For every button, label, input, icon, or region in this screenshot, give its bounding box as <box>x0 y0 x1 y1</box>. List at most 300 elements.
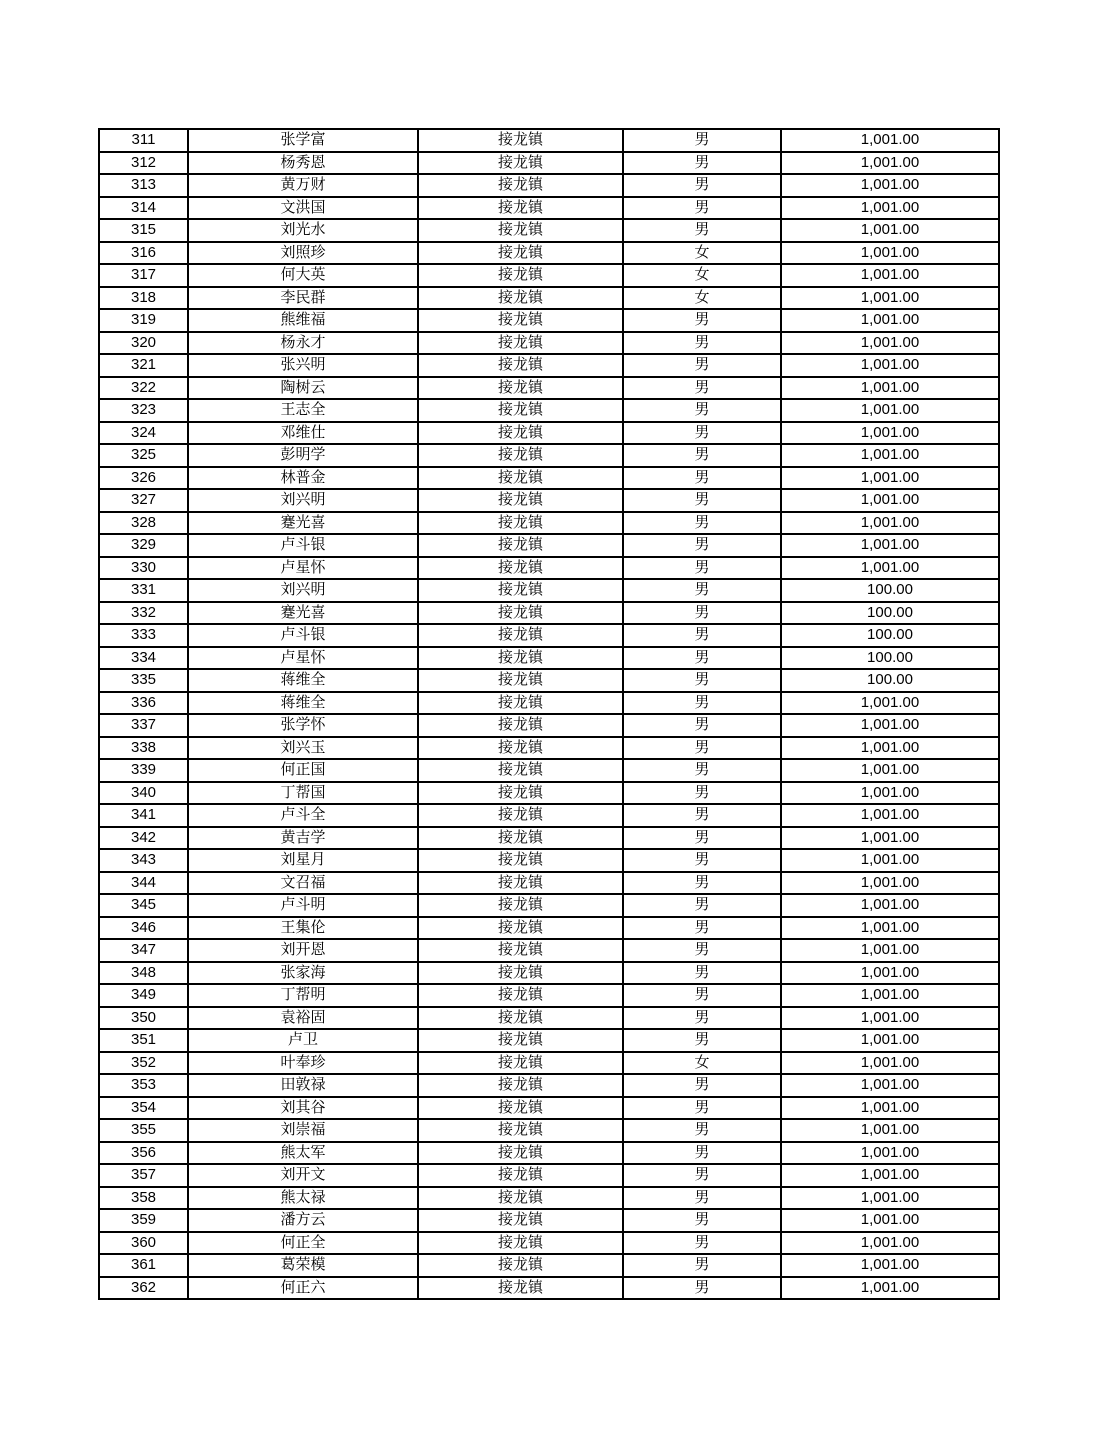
gender-cell: 男 <box>623 602 781 625</box>
town-cell: 接龙镇 <box>418 1052 623 1075</box>
town-cell: 接龙镇 <box>418 1119 623 1142</box>
name-cell: 丁帮国 <box>188 782 418 805</box>
town-cell: 接龙镇 <box>418 422 623 445</box>
row-number-cell: 324 <box>99 422 188 445</box>
table-row <box>99 759 999 782</box>
table-row <box>99 1007 999 1030</box>
name-cell: 卢星怀 <box>188 647 418 670</box>
amount-cell: 1,001.00 <box>781 1052 999 1075</box>
gender-cell: 男 <box>623 489 781 512</box>
table-row <box>99 1029 999 1052</box>
gender-cell: 男 <box>623 1254 781 1277</box>
gender-cell: 男 <box>623 872 781 895</box>
gender-cell: 男 <box>623 174 781 197</box>
amount-cell: 1,001.00 <box>781 354 999 377</box>
gender-cell: 男 <box>623 1232 781 1255</box>
row-number-cell: 347 <box>99 939 188 962</box>
gender-cell: 男 <box>623 219 781 242</box>
amount-cell: 1,001.00 <box>781 287 999 310</box>
table-row <box>99 1074 999 1097</box>
name-cell: 潘方云 <box>188 1209 418 1232</box>
amount-cell: 1,001.00 <box>781 377 999 400</box>
name-cell: 李民群 <box>188 287 418 310</box>
table-row <box>99 354 999 377</box>
table-row <box>99 827 999 850</box>
row-number-cell: 345 <box>99 894 188 917</box>
row-number-cell: 358 <box>99 1187 188 1210</box>
name-cell: 刘照珍 <box>188 242 418 265</box>
table-row <box>99 377 999 400</box>
town-cell: 接龙镇 <box>418 1232 623 1255</box>
row-number-cell: 348 <box>99 962 188 985</box>
table-row <box>99 1164 999 1187</box>
name-cell: 何大英 <box>188 264 418 287</box>
row-number-cell: 344 <box>99 872 188 895</box>
town-cell: 接龙镇 <box>418 624 623 647</box>
name-cell: 刘兴明 <box>188 489 418 512</box>
gender-cell: 男 <box>623 714 781 737</box>
amount-cell: 1,001.00 <box>781 1142 999 1165</box>
town-cell: 接龙镇 <box>418 692 623 715</box>
table-row <box>99 219 999 242</box>
amount-cell: 1,001.00 <box>781 1097 999 1120</box>
name-cell: 叶奉珍 <box>188 1052 418 1075</box>
name-cell: 卢斗银 <box>188 534 418 557</box>
town-cell: 接龙镇 <box>418 917 623 940</box>
row-number-cell: 362 <box>99 1277 188 1300</box>
name-cell: 袁裕固 <box>188 1007 418 1030</box>
row-number-cell: 312 <box>99 152 188 175</box>
row-number-cell: 349 <box>99 984 188 1007</box>
table-row <box>99 1254 999 1277</box>
gender-cell: 男 <box>623 377 781 400</box>
name-cell: 刘兴明 <box>188 579 418 602</box>
name-cell: 文召福 <box>188 872 418 895</box>
town-cell: 接龙镇 <box>418 849 623 872</box>
amount-cell: 1,001.00 <box>781 309 999 332</box>
row-number-cell: 341 <box>99 804 188 827</box>
gender-cell: 男 <box>623 1029 781 1052</box>
town-cell: 接龙镇 <box>418 534 623 557</box>
name-cell: 卢斗明 <box>188 894 418 917</box>
row-number-cell: 360 <box>99 1232 188 1255</box>
table-row <box>99 1232 999 1255</box>
town-cell: 接龙镇 <box>418 602 623 625</box>
town-cell: 接龙镇 <box>418 399 623 422</box>
amount-cell: 1,001.00 <box>781 737 999 760</box>
amount-cell: 1,001.00 <box>781 489 999 512</box>
row-number-cell: 321 <box>99 354 188 377</box>
table-row <box>99 782 999 805</box>
name-cell: 蒋维全 <box>188 692 418 715</box>
row-number-cell: 314 <box>99 197 188 220</box>
table-row <box>99 422 999 445</box>
row-number-cell: 352 <box>99 1052 188 1075</box>
gender-cell: 男 <box>623 827 781 850</box>
name-cell: 张家海 <box>188 962 418 985</box>
amount-cell: 1,001.00 <box>781 152 999 175</box>
name-cell: 熊太禄 <box>188 1187 418 1210</box>
gender-cell: 女 <box>623 264 781 287</box>
table-row <box>99 624 999 647</box>
town-cell: 接龙镇 <box>418 219 623 242</box>
amount-cell: 1,001.00 <box>781 174 999 197</box>
gender-cell: 男 <box>623 1074 781 1097</box>
town-cell: 接龙镇 <box>418 1187 623 1210</box>
town-cell: 接龙镇 <box>418 872 623 895</box>
amount-cell: 1,001.00 <box>781 1164 999 1187</box>
town-cell: 接龙镇 <box>418 804 623 827</box>
name-cell: 张学富 <box>188 129 418 152</box>
gender-cell: 男 <box>623 1277 781 1300</box>
amount-cell: 1,001.00 <box>781 534 999 557</box>
table-row <box>99 1119 999 1142</box>
row-number-cell: 322 <box>99 377 188 400</box>
name-cell: 蹇光喜 <box>188 512 418 535</box>
amount-cell: 100.00 <box>781 602 999 625</box>
row-number-cell: 333 <box>99 624 188 647</box>
amount-cell: 1,001.00 <box>781 714 999 737</box>
table-row <box>99 197 999 220</box>
row-number-cell: 354 <box>99 1097 188 1120</box>
row-number-cell: 330 <box>99 557 188 580</box>
name-cell: 何正六 <box>188 1277 418 1300</box>
row-number-cell: 359 <box>99 1209 188 1232</box>
gender-cell: 男 <box>623 894 781 917</box>
row-number-cell: 339 <box>99 759 188 782</box>
table-row <box>99 894 999 917</box>
row-number-cell: 351 <box>99 1029 188 1052</box>
amount-cell: 1,001.00 <box>781 1007 999 1030</box>
table-row <box>99 264 999 287</box>
gender-cell: 男 <box>623 129 781 152</box>
row-number-cell: 323 <box>99 399 188 422</box>
name-cell: 张兴明 <box>188 354 418 377</box>
table-row <box>99 174 999 197</box>
table-row <box>99 399 999 422</box>
gender-cell: 男 <box>623 984 781 1007</box>
name-cell: 黄吉学 <box>188 827 418 850</box>
name-cell: 邓维仕 <box>188 422 418 445</box>
table-row <box>99 534 999 557</box>
gender-cell: 女 <box>623 287 781 310</box>
amount-cell: 1,001.00 <box>781 827 999 850</box>
gender-cell: 男 <box>623 444 781 467</box>
table-row <box>99 939 999 962</box>
name-cell: 黄万财 <box>188 174 418 197</box>
table-row <box>99 444 999 467</box>
town-cell: 接龙镇 <box>418 557 623 580</box>
gender-cell: 男 <box>623 152 781 175</box>
amount-cell: 1,001.00 <box>781 399 999 422</box>
name-cell: 蹇光喜 <box>188 602 418 625</box>
gender-cell: 男 <box>623 1187 781 1210</box>
row-number-cell: 329 <box>99 534 188 557</box>
gender-cell: 男 <box>623 557 781 580</box>
table-row <box>99 962 999 985</box>
amount-cell: 1,001.00 <box>781 219 999 242</box>
town-cell: 接龙镇 <box>418 332 623 355</box>
name-cell: 陶树云 <box>188 377 418 400</box>
town-cell: 接龙镇 <box>418 264 623 287</box>
table-row <box>99 602 999 625</box>
row-number-cell: 326 <box>99 467 188 490</box>
name-cell: 卢斗银 <box>188 624 418 647</box>
name-cell: 杨永才 <box>188 332 418 355</box>
town-cell: 接龙镇 <box>418 714 623 737</box>
table-row <box>99 872 999 895</box>
town-cell: 接龙镇 <box>418 962 623 985</box>
amount-cell: 100.00 <box>781 669 999 692</box>
name-cell: 文洪国 <box>188 197 418 220</box>
amount-cell: 1,001.00 <box>781 1209 999 1232</box>
table-row <box>99 984 999 1007</box>
row-number-cell: 331 <box>99 579 188 602</box>
row-number-cell: 342 <box>99 827 188 850</box>
amount-cell: 1,001.00 <box>781 557 999 580</box>
table-row <box>99 917 999 940</box>
gender-cell: 男 <box>623 692 781 715</box>
amount-cell: 1,001.00 <box>781 1277 999 1300</box>
row-number-cell: 350 <box>99 1007 188 1030</box>
table-row <box>99 152 999 175</box>
name-cell: 王集伦 <box>188 917 418 940</box>
town-cell: 接龙镇 <box>418 174 623 197</box>
amount-cell: 1,001.00 <box>781 512 999 535</box>
name-cell: 丁帮明 <box>188 984 418 1007</box>
town-cell: 接龙镇 <box>418 737 623 760</box>
amount-cell: 1,001.00 <box>781 759 999 782</box>
row-number-cell: 327 <box>99 489 188 512</box>
gender-cell: 男 <box>623 804 781 827</box>
name-cell: 何正国 <box>188 759 418 782</box>
row-number-cell: 316 <box>99 242 188 265</box>
row-number-cell: 355 <box>99 1119 188 1142</box>
name-cell: 葛荣模 <box>188 1254 418 1277</box>
gender-cell: 女 <box>623 1052 781 1075</box>
row-number-cell: 361 <box>99 1254 188 1277</box>
gender-cell: 男 <box>623 849 781 872</box>
row-number-cell: 325 <box>99 444 188 467</box>
amount-cell: 1,001.00 <box>781 872 999 895</box>
town-cell: 接龙镇 <box>418 444 623 467</box>
gender-cell: 男 <box>623 309 781 332</box>
row-number-cell: 313 <box>99 174 188 197</box>
table-row <box>99 332 999 355</box>
table-row <box>99 714 999 737</box>
amount-cell: 1,001.00 <box>781 197 999 220</box>
town-cell: 接龙镇 <box>418 197 623 220</box>
name-cell: 杨秀恩 <box>188 152 418 175</box>
name-cell: 刘崇福 <box>188 1119 418 1142</box>
name-cell: 王志全 <box>188 399 418 422</box>
table-row <box>99 737 999 760</box>
town-cell: 接龙镇 <box>418 1142 623 1165</box>
town-cell: 接龙镇 <box>418 782 623 805</box>
gender-cell: 男 <box>623 579 781 602</box>
amount-cell: 1,001.00 <box>781 782 999 805</box>
gender-cell: 男 <box>623 354 781 377</box>
town-cell: 接龙镇 <box>418 242 623 265</box>
amount-cell: 1,001.00 <box>781 939 999 962</box>
gender-cell: 男 <box>623 1007 781 1030</box>
amount-cell: 1,001.00 <box>781 242 999 265</box>
row-number-cell: 320 <box>99 332 188 355</box>
gender-cell: 男 <box>623 1142 781 1165</box>
name-cell: 刘星月 <box>188 849 418 872</box>
name-cell: 蒋维全 <box>188 669 418 692</box>
table-row <box>99 1277 999 1300</box>
gender-cell: 男 <box>623 647 781 670</box>
amount-cell: 1,001.00 <box>781 962 999 985</box>
amount-cell: 1,001.00 <box>781 984 999 1007</box>
name-cell: 何正全 <box>188 1232 418 1255</box>
row-number-cell: 356 <box>99 1142 188 1165</box>
amount-cell: 1,001.00 <box>781 332 999 355</box>
town-cell: 接龙镇 <box>418 827 623 850</box>
row-number-cell: 311 <box>99 129 188 152</box>
town-cell: 接龙镇 <box>418 129 623 152</box>
gender-cell: 男 <box>623 669 781 692</box>
amount-cell: 1,001.00 <box>781 1029 999 1052</box>
table-row <box>99 804 999 827</box>
row-number-cell: 315 <box>99 219 188 242</box>
amount-cell: 1,001.00 <box>781 692 999 715</box>
town-cell: 接龙镇 <box>418 939 623 962</box>
name-cell: 卢卫 <box>188 1029 418 1052</box>
table-row <box>99 287 999 310</box>
row-number-cell: 338 <box>99 737 188 760</box>
town-cell: 接龙镇 <box>418 489 623 512</box>
amount-cell: 100.00 <box>781 647 999 670</box>
amount-cell: 1,001.00 <box>781 444 999 467</box>
name-cell: 刘其谷 <box>188 1097 418 1120</box>
gender-cell: 男 <box>623 782 781 805</box>
row-number-cell: 343 <box>99 849 188 872</box>
name-cell: 卢斗全 <box>188 804 418 827</box>
gender-cell: 男 <box>623 1119 781 1142</box>
name-cell: 熊太军 <box>188 1142 418 1165</box>
town-cell: 接龙镇 <box>418 1277 623 1300</box>
town-cell: 接龙镇 <box>418 669 623 692</box>
roster-table-body <box>99 129 999 1299</box>
gender-cell: 男 <box>623 939 781 962</box>
town-cell: 接龙镇 <box>418 1007 623 1030</box>
town-cell: 接龙镇 <box>418 512 623 535</box>
table-row <box>99 647 999 670</box>
town-cell: 接龙镇 <box>418 647 623 670</box>
amount-cell: 1,001.00 <box>781 849 999 872</box>
amount-cell: 1,001.00 <box>781 1254 999 1277</box>
row-number-cell: 337 <box>99 714 188 737</box>
gender-cell: 女 <box>623 242 781 265</box>
table-row <box>99 242 999 265</box>
gender-cell: 男 <box>623 624 781 647</box>
gender-cell: 男 <box>623 962 781 985</box>
amount-cell: 1,001.00 <box>781 467 999 490</box>
table-row <box>99 467 999 490</box>
town-cell: 接龙镇 <box>418 287 623 310</box>
table-row <box>99 849 999 872</box>
gender-cell: 男 <box>623 332 781 355</box>
name-cell: 张学怀 <box>188 714 418 737</box>
table-row <box>99 309 999 332</box>
amount-cell: 1,001.00 <box>781 1232 999 1255</box>
gender-cell: 男 <box>623 534 781 557</box>
amount-cell: 1,001.00 <box>781 1187 999 1210</box>
row-number-cell: 317 <box>99 264 188 287</box>
gender-cell: 男 <box>623 512 781 535</box>
name-cell: 卢星怀 <box>188 557 418 580</box>
town-cell: 接龙镇 <box>418 894 623 917</box>
row-number-cell: 332 <box>99 602 188 625</box>
amount-cell: 100.00 <box>781 579 999 602</box>
town-cell: 接龙镇 <box>418 984 623 1007</box>
amount-cell: 1,001.00 <box>781 422 999 445</box>
name-cell: 熊维福 <box>188 309 418 332</box>
row-number-cell: 335 <box>99 669 188 692</box>
amount-cell: 1,001.00 <box>781 1119 999 1142</box>
table-row <box>99 1097 999 1120</box>
town-cell: 接龙镇 <box>418 579 623 602</box>
name-cell: 刘开恩 <box>188 939 418 962</box>
gender-cell: 男 <box>623 197 781 220</box>
name-cell: 刘开文 <box>188 1164 418 1187</box>
town-cell: 接龙镇 <box>418 1074 623 1097</box>
gender-cell: 男 <box>623 422 781 445</box>
gender-cell: 男 <box>623 917 781 940</box>
town-cell: 接龙镇 <box>418 309 623 332</box>
table-row <box>99 512 999 535</box>
town-cell: 接龙镇 <box>418 1209 623 1232</box>
row-number-cell: 353 <box>99 1074 188 1097</box>
gender-cell: 男 <box>623 1164 781 1187</box>
name-cell: 刘光水 <box>188 219 418 242</box>
amount-cell: 1,001.00 <box>781 129 999 152</box>
town-cell: 接龙镇 <box>418 377 623 400</box>
name-cell: 彭明学 <box>188 444 418 467</box>
table-row <box>99 669 999 692</box>
row-number-cell: 334 <box>99 647 188 670</box>
amount-cell: 100.00 <box>781 624 999 647</box>
town-cell: 接龙镇 <box>418 1164 623 1187</box>
table-row <box>99 129 999 152</box>
amount-cell: 1,001.00 <box>781 264 999 287</box>
amount-cell: 1,001.00 <box>781 804 999 827</box>
row-number-cell: 346 <box>99 917 188 940</box>
row-number-cell: 318 <box>99 287 188 310</box>
table-row <box>99 557 999 580</box>
town-cell: 接龙镇 <box>418 759 623 782</box>
gender-cell: 男 <box>623 399 781 422</box>
table-row <box>99 489 999 512</box>
town-cell: 接龙镇 <box>418 1254 623 1277</box>
row-number-cell: 319 <box>99 309 188 332</box>
town-cell: 接龙镇 <box>418 1029 623 1052</box>
town-cell: 接龙镇 <box>418 354 623 377</box>
row-number-cell: 357 <box>99 1164 188 1187</box>
table-row <box>99 579 999 602</box>
table-row <box>99 692 999 715</box>
table-row <box>99 1209 999 1232</box>
gender-cell: 男 <box>623 759 781 782</box>
amount-cell: 1,001.00 <box>781 1074 999 1097</box>
row-number-cell: 340 <box>99 782 188 805</box>
name-cell: 刘兴玉 <box>188 737 418 760</box>
gender-cell: 男 <box>623 1209 781 1232</box>
town-cell: 接龙镇 <box>418 467 623 490</box>
row-number-cell: 336 <box>99 692 188 715</box>
